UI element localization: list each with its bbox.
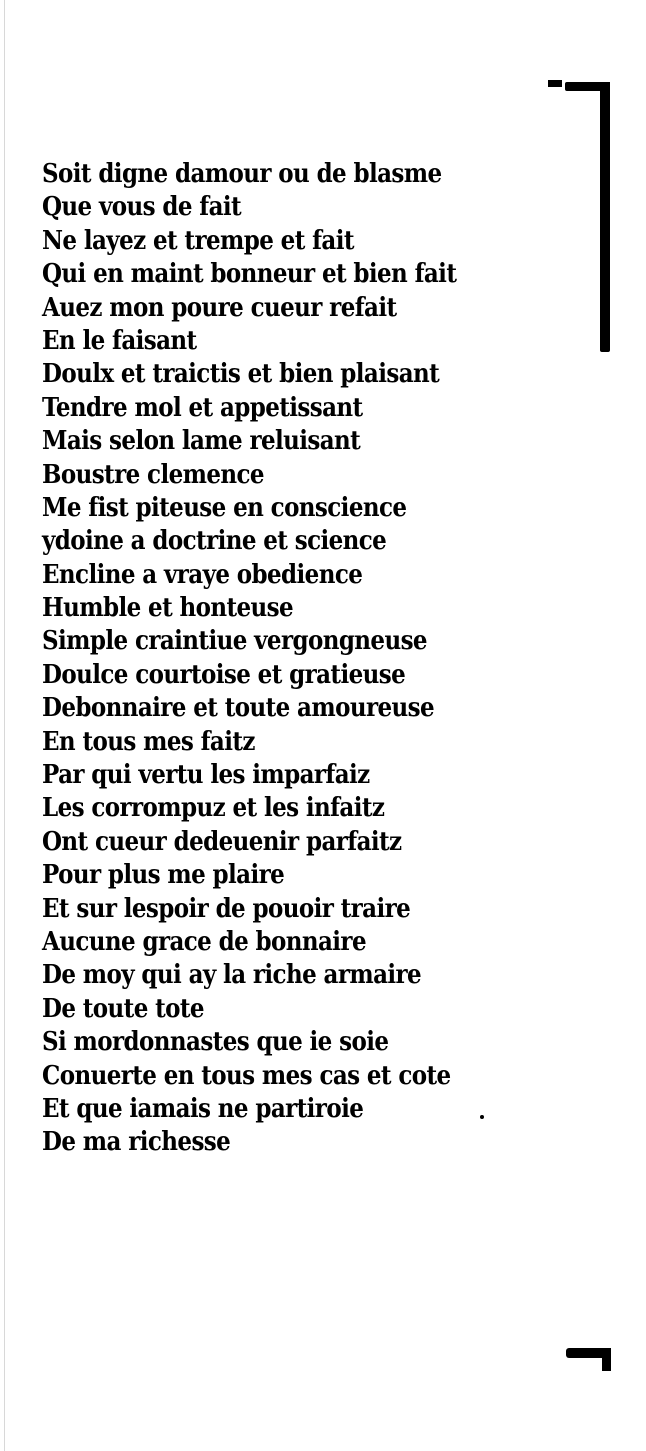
- verse-line: Aucune grace de bonnaire: [42, 926, 366, 957]
- verse-line: Tendre mol et appetissant: [42, 392, 363, 423]
- verse-line: Et que iamais ne partiroie: [42, 1093, 364, 1124]
- verse-line: De ma richesse: [42, 1126, 231, 1157]
- verse-line: Soit digne damour ou de blasme: [42, 158, 442, 189]
- verse-line: Que vous de fait: [42, 191, 242, 222]
- verse-line: En le faisant: [42, 325, 197, 356]
- verse-line: En tous mes faitz: [42, 725, 255, 757]
- verse-line: Doulx et traictis et bien plaisant: [42, 358, 440, 389]
- verse-line: Les corrompuz et les infaitz: [42, 792, 385, 824]
- verse-line: Me fist piteuse en conscience: [42, 492, 407, 523]
- verse-line: Boustre clemence: [42, 458, 264, 490]
- top-bracket-stem: [600, 82, 610, 352]
- verse-line: Doulce courtoise et gratieuse: [42, 659, 406, 690]
- verse-line: De moy qui ay la riche armaire: [42, 959, 422, 990]
- verse-line: Humble et honteuse: [42, 592, 294, 623]
- verse-line: Encline a vraye obedience: [42, 559, 363, 590]
- verse-line: Qui en maint bonneur et bien fait: [42, 258, 457, 289]
- top-bracket-tick-mark: [548, 80, 562, 87]
- verse-line: Si mordonnastes que ie soie: [42, 1026, 389, 1057]
- page-edge-line: [4, 0, 5, 1451]
- verse-line: Ont cueur dedeuenir parfaitz: [42, 826, 402, 857]
- verse-line: Auez mon poure cueur refait: [42, 291, 397, 323]
- verse-line: Pour plus me plaire: [42, 859, 285, 890]
- verse-line: Mais selon lame reluisant: [42, 425, 361, 456]
- verse-line: Par qui vertu les imparfaiz: [42, 759, 370, 790]
- verse-line: Et sur lespoir de pouoir traire: [42, 892, 411, 924]
- verse-line: De toute tote: [42, 993, 204, 1024]
- bottom-bracket-stem: [602, 1348, 611, 1371]
- verse-line: Simple craintiue vergongneuse: [42, 625, 427, 657]
- verse-line: Debonnaire et toute amoureuse: [42, 692, 435, 723]
- verse-line: ydoine a doctrine et science: [42, 525, 387, 556]
- verse-list: [42, 157, 456, 1159]
- ink-dot: [480, 1115, 484, 1119]
- verse-line: Ne layez et trempe et fait: [42, 225, 354, 256]
- verse-line: Conuerte en tous mes cas et cote: [42, 1059, 451, 1091]
